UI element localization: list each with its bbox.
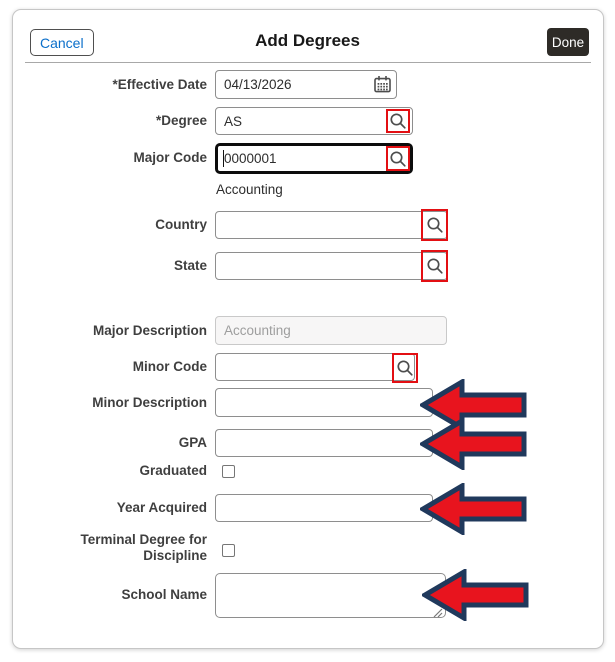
graduated-checkbox[interactable] (222, 465, 235, 478)
terminal-degree-label: Terminal Degree for Discipline (80, 532, 207, 563)
minor-description-label: Minor Description (92, 395, 207, 410)
country-label: Country (155, 217, 207, 232)
degree-lookup-icon[interactable] (386, 109, 410, 133)
year-acquired-input[interactable] (216, 495, 432, 521)
cancel-button[interactable]: Cancel (30, 29, 94, 56)
state-field[interactable] (215, 252, 448, 280)
done-button[interactable]: Done (547, 28, 589, 56)
school-name-label: School Name (121, 587, 207, 602)
effective-date-input[interactable] (216, 71, 396, 98)
minor-code-input[interactable] (216, 354, 414, 380)
effective-date-field[interactable] (215, 70, 397, 99)
resize-handle[interactable] (433, 605, 443, 615)
header-divider (25, 62, 591, 63)
school-name-field[interactable] (215, 573, 446, 618)
minor-description-input[interactable] (216, 389, 432, 416)
major-code-lookup-icon[interactable] (386, 146, 410, 171)
calendar-icon[interactable] (370, 72, 394, 97)
major-code-label: Major Code (133, 150, 207, 165)
minor-description-field[interactable] (215, 388, 433, 417)
minor-code-lookup-icon[interactable] (392, 353, 418, 383)
country-field[interactable] (215, 211, 448, 239)
state-lookup-icon[interactable] (421, 250, 448, 282)
major-code-input[interactable] (218, 146, 410, 171)
major-code-description-text: Accounting (216, 182, 283, 197)
terminal-degree-checkbox[interactable] (222, 544, 235, 557)
country-input[interactable] (216, 212, 447, 238)
minor-code-label: Minor Code (132, 359, 207, 374)
year-acquired-label: Year Acquired (116, 500, 207, 515)
state-input[interactable] (216, 253, 447, 279)
school-name-textarea[interactable] (216, 574, 445, 617)
gpa-field[interactable] (215, 429, 433, 457)
degree-label: *Degree (155, 113, 207, 128)
degree-input[interactable] (216, 108, 412, 134)
gpa-input[interactable] (216, 430, 432, 456)
country-lookup-icon[interactable] (421, 209, 448, 241)
state-label: State (173, 258, 207, 273)
text-cursor (223, 150, 224, 167)
graduated-label: Graduated (139, 463, 207, 478)
major-description-label: Major Description (92, 323, 207, 338)
degree-field[interactable] (215, 107, 413, 135)
effective-date-label: *Effective Date (112, 77, 207, 92)
major-code-field[interactable] (215, 143, 413, 174)
gpa-label: GPA (178, 435, 207, 450)
major-description-field (215, 316, 447, 345)
year-acquired-field[interactable] (215, 494, 433, 522)
minor-code-field[interactable] (215, 353, 415, 381)
page-title: Add Degrees (255, 31, 360, 50)
major-description-input (216, 317, 446, 344)
